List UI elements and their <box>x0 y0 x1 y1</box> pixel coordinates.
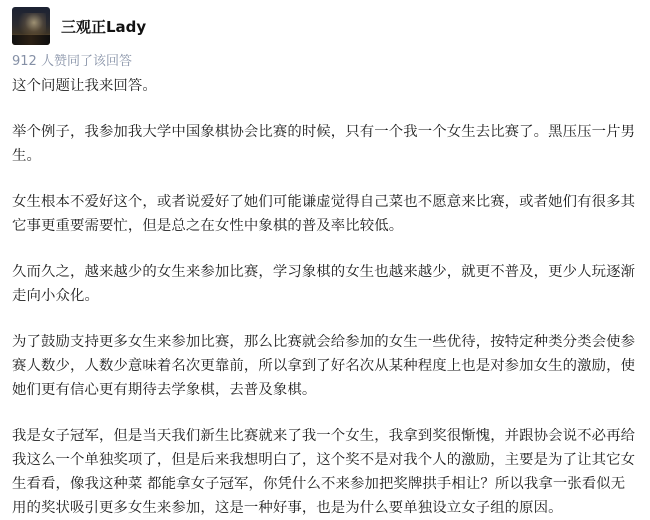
answer-paragraph: 为了鼓励支持更多女生来参加比赛，那么比赛就会给参加的女生一些优待，按特定种类分类会使参赛人数少，人数少意味着名次更靠前，所以拿到了好名次从某种程度上也是对参加女生的激励，使她们更有信心更有期待去学象棋，去普及象棋。 <box>12 334 636 398</box>
answer-content <box>12 74 636 520</box>
author-name[interactable]: 三观正Lady <box>61 17 147 36</box>
avatar[interactable] <box>12 7 50 45</box>
answer-paragraph: 举个例子，我参加我大学中国象棋协会比赛的时候，只有一个我一个女生去比赛了。黑压压一片男生。 <box>12 124 636 164</box>
author-row <box>12 0 636 52</box>
answer-paragraph: 我是女子冠军，但是当天我们新生比赛就来了我一个女生，我拿到奖很惭愧，并跟协会说不必再给我这么一个单独奖项了，但是后来我想明白了，这个奖不是对我个人的激励，主要是为了让其它女生看看，像我这种菜 都能拿女子冠军，你凭什么不来参加把奖牌拱手相让？所以我拿一张看似无用的奖状吸引更多女生来参加，这是一种好事，也是为什么要单独设立女子组的原因。 <box>12 428 636 516</box>
answer-paragraph: 女生根本不爱好这个，或者说爱好了她们可能谦虚觉得自己菜也不愿意来比赛，或者她们有很多其它事更重要需要忙，但是总之在女性中象棋的普及率比较低。 <box>12 194 636 234</box>
vote-count: 912 人赞同了该回答 <box>12 54 132 69</box>
answer-paragraph: 久而久之，越来越少的女生来参加比赛，学习象棋的女生也越来越少，就更不普及，更少人玩逐渐走向小众化。 <box>12 264 636 304</box>
answer-paragraph: 这个问题让我来回答。 <box>12 78 157 94</box>
